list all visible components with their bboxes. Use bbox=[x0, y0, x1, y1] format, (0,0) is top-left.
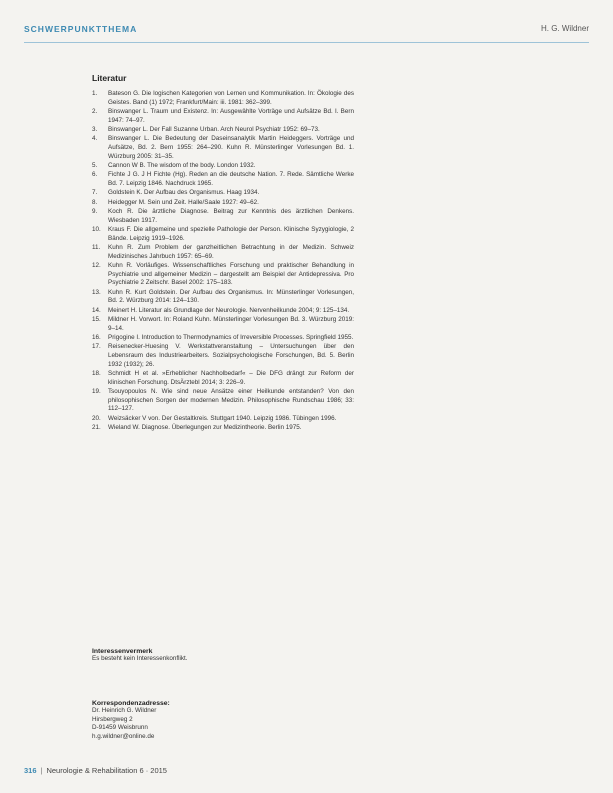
reference-number: 17. bbox=[92, 343, 101, 351]
author-label: H. G. Wildner bbox=[540, 24, 589, 33]
reference-item bbox=[92, 90, 354, 107]
journal-name: Neurologie & Rehabilitation 6 · 2015 bbox=[46, 766, 167, 775]
reference-item bbox=[92, 244, 354, 261]
reference-item bbox=[92, 424, 354, 433]
reference-text: Schmidt H et al. »Erheblicher Nachholbedarf« – Die DFG drängt zur Reform der klinischen Forschung. DtsÄrztebl 2014; 3: 226–9. bbox=[108, 369, 354, 386]
reference-item bbox=[92, 415, 354, 424]
reference-number: 4. bbox=[92, 135, 98, 143]
reference-item bbox=[92, 388, 354, 414]
reference-item bbox=[92, 135, 354, 161]
conflict-block bbox=[92, 648, 352, 664]
reference-number: 7. bbox=[92, 189, 98, 197]
reference-number: 8. bbox=[92, 198, 98, 206]
reference-number: 5. bbox=[92, 161, 98, 169]
reference-text: Kuhn R. Zum Problem der ganzheitlichen Betrachtung in der Medizin. Schweiz Medizinisches Jahrbuch 1957: 65–69. bbox=[108, 244, 354, 260]
reference-item bbox=[92, 126, 354, 135]
reference-number: 6. bbox=[92, 171, 98, 179]
conflict-text: Es besteht kein Interessenkonflikt. bbox=[92, 655, 188, 662]
literature-heading: Literatur bbox=[92, 73, 127, 83]
reference-number: 11. bbox=[92, 244, 101, 252]
correspondence-city: D-91459 Weisbrunn bbox=[92, 724, 148, 732]
reference-item bbox=[92, 199, 354, 208]
correspondence-heading: Korrespondenzadresse: bbox=[92, 700, 170, 707]
reference-text: Kraus F. Die allgemeine und spezielle Pathologie der Person. Klinische Syzygiologie, 2 Bände. Leipzig 1919–1926. bbox=[108, 226, 354, 242]
reference-number: 19. bbox=[92, 387, 101, 395]
reference-text: Koch R. Die ärztliche Diagnose. Beitrag zur Kenntnis des ärztlichen Denkens. Wiesbaden 1917. bbox=[108, 208, 354, 224]
reference-text: Kuhn R. Kurt Goldstein. Der Aufbau des Organismus. In: Münsterlinger Vorlesungen, Bd. 2. Würzburg 2014: 124–130. bbox=[108, 288, 354, 305]
reference-number: 13. bbox=[92, 288, 101, 296]
reference-text: Weizsäcker V von. Der Gestaltkreis. Stuttgart 1940. Leipzig 1986. Tübingen 1996. bbox=[108, 414, 337, 422]
reference-number: 3. bbox=[92, 125, 98, 133]
reference-item bbox=[92, 334, 354, 343]
reference-text: Cannon W B. The wisdom of the body. London 1932. bbox=[108, 161, 256, 169]
reference-text: Fichte J G. J H Fichte (Hg). Reden an die deutsche Nation. 7. Rede. Sämtliche Werke Bd. 7. Leipzig 1846. Nachdruck 1965. bbox=[108, 171, 354, 187]
reference-number: 9. bbox=[92, 208, 98, 216]
reference-number: 1. bbox=[92, 90, 98, 97]
reference-number: 12. bbox=[92, 262, 101, 270]
section-label: SCHWERPUNKTTHEMA bbox=[24, 24, 138, 34]
reference-item bbox=[92, 307, 354, 316]
reference-number: 16. bbox=[92, 333, 101, 341]
reference-item bbox=[92, 189, 354, 198]
reference-text: Prigogine I. Introduction to Thermodynamics of Irreversible Processes. Springfield 1955. bbox=[108, 333, 354, 341]
reference-item bbox=[92, 370, 354, 387]
footer-separator: | bbox=[40, 766, 43, 775]
correspondence-name: Dr. Heinrich G. Wildner bbox=[92, 707, 157, 714]
correspondence-block bbox=[92, 700, 352, 741]
correspondence-email[interactable]: h.g.wildner@online.de bbox=[92, 732, 155, 740]
reference-item bbox=[92, 208, 354, 225]
reference-item bbox=[92, 171, 354, 188]
page-footer bbox=[24, 766, 167, 775]
reference-number: 21. bbox=[92, 423, 101, 431]
header-rule bbox=[24, 42, 589, 43]
reference-item bbox=[92, 343, 354, 369]
reference-item bbox=[92, 289, 354, 306]
reference-number: 10. bbox=[92, 226, 101, 234]
reference-text: Mildner H. Vorwort. In: Roland Kuhn. Münsterlinger Vorlesungen Bd. 3. Würzburg 2019: 9–14. bbox=[108, 316, 354, 332]
reference-number: 15. bbox=[92, 316, 101, 323]
page-number: 316 bbox=[24, 766, 37, 775]
reference-text: Kuhn R. Vorläufiges. Wissenschaftliches Forschung und praktischer Behandlung in Psychiatrie und allgemeiner Medizin – dargestellt am Beispiel der Antidepressiva. Pro Psychiatrie 2 Zeitschr. Basel 2002: 175–183. bbox=[108, 262, 354, 287]
reference-number: 20. bbox=[92, 414, 101, 422]
correspondence-street: Hirsbergweg 2 bbox=[92, 715, 133, 723]
reference-text: Binswanger L. Die Bedeutung der Daseinsanalytik Martin Heideggers. Vorträge und Aufsätze, Bd. 2. Bern 1955: 264–290. Kuhn R. Münsterlinger Vorlesungen Bd. 1. Würzburg 2005: 31–35. bbox=[108, 135, 354, 160]
reference-text: Heidegger M. Sein und Zeit. Halle/Saale 1927: 49–62. bbox=[108, 198, 259, 206]
reference-text: Reisenecker-Huesing V. Werkstattveranstaltung – Untersuchungen über den Lebensraum des Industriearbeiters. Sozialpsychologische Forschungen, Bd. 5. Berlin 1932 (1932); 26. bbox=[108, 343, 354, 368]
reference-number: 18. bbox=[92, 369, 101, 377]
reference-text: Tsouyopoulos N. Wie sind neue Ansätze einer Heilkunde entstanden? Von den philosophischen Sorgen der modernen Medizin. Philosophische Rundschau 1986; 33: 112–127. bbox=[108, 387, 354, 413]
conflict-heading: Interessenvermerk bbox=[92, 648, 153, 655]
reference-text: Meinert H. Literatur als Grundlage der Neurologie. Nervenheilkunde 2004; 9: 125–134. bbox=[108, 306, 350, 314]
reference-text: Binswanger L. Traum und Existenz. In: Ausgewählte Vorträge und Aufsätze Bd. I. Bern 1947: 74–97. bbox=[108, 107, 354, 124]
reference-item bbox=[92, 108, 354, 125]
reference-text: Binswanger L. Der Fall Suzanne Urban. Arch Neurol Psychiatr 1952: 69–73. bbox=[108, 125, 320, 133]
running-header bbox=[24, 24, 589, 44]
reference-list bbox=[92, 90, 354, 433]
reference-item bbox=[92, 262, 354, 288]
reference-item bbox=[92, 226, 354, 243]
reference-item bbox=[92, 162, 354, 171]
reference-text: Bateson G. Die logischen Kategorien von Lernen und Kommunikation. In: Ökologie des Geistes. Band (1) 1972; Frankfurt/Main: iii. 1981: 362–399. bbox=[108, 90, 354, 106]
reference-number: 14. bbox=[92, 306, 101, 314]
reference-item bbox=[92, 316, 354, 333]
reference-text: Goldstein K. Der Aufbau des Organismus. Haag 1934. bbox=[108, 189, 260, 197]
reference-number: 2. bbox=[92, 107, 98, 115]
reference-text: Wieland W. Diagnose. Überlegungen zur Medizintheorie. Berlin 1975. bbox=[108, 423, 302, 431]
